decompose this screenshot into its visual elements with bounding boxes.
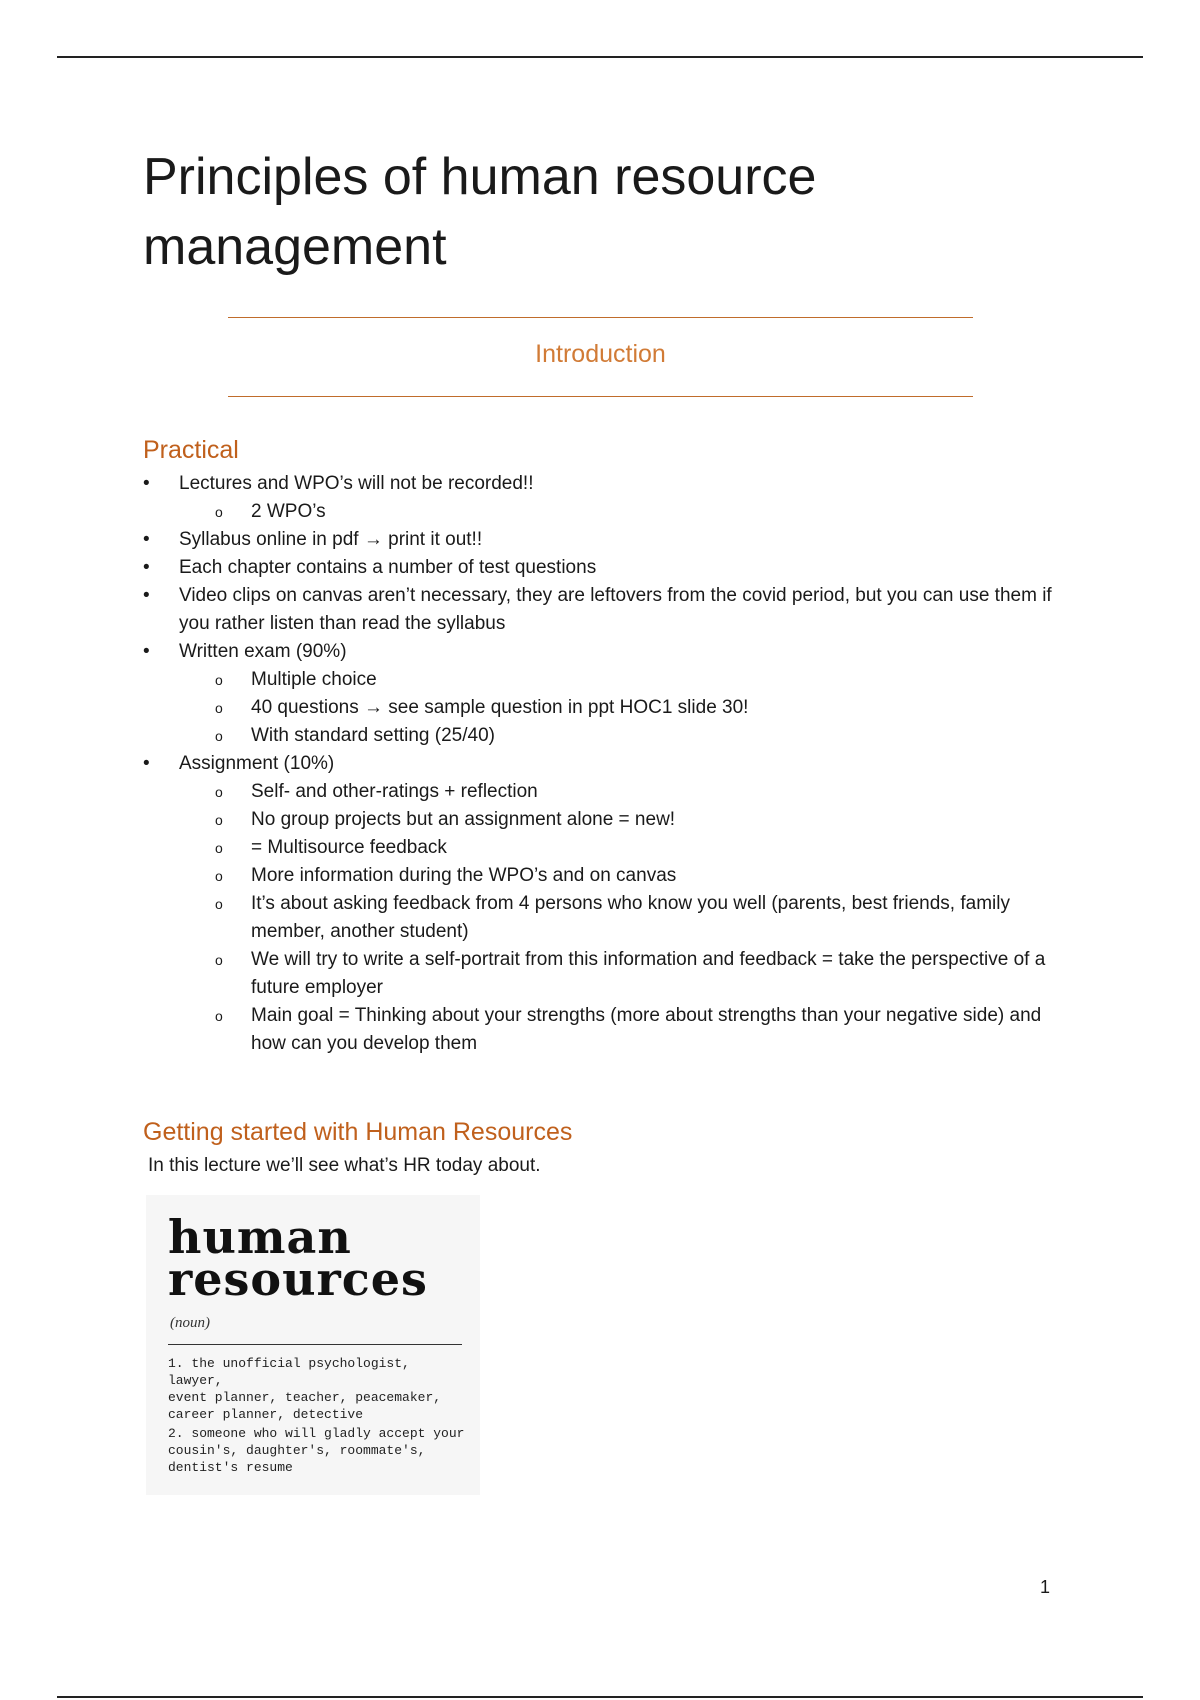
hollow-bullet-icon: o [215,1008,223,1024]
list-item-text: Lectures and WPO’s will not be recorded!! [179,473,534,494]
list-subitem [143,666,1063,694]
list-item-text: = Multisource feedback [251,837,447,858]
bullet-icon: • [143,473,150,494]
intro-top-divider [228,317,973,318]
hollow-bullet-icon: o [215,728,223,744]
hollow-bullet-icon: o [215,672,223,688]
list-item-text: Multiple choice [251,669,377,690]
hollow-bullet-icon: o [215,896,223,912]
list-item [143,582,1063,638]
hollow-bullet-icon: o [215,952,223,968]
list-item-text: Video clips on canvas aren’t necessary, they are leftovers from the covid period, but you can use them if you rather listen than read the syllabus [179,585,1052,634]
list-item-text: Assignment (10%) [179,753,335,774]
page-bottom-rule [57,1696,1143,1698]
hr-card-divider [168,1344,462,1345]
page-number: 1 [1040,1577,1051,1597]
list-item-text: Syllabus online in pdf → print it out!! [179,529,483,550]
bullet-icon: • [143,641,150,662]
hollow-bullet-icon: o [215,504,223,520]
list-subitem [143,946,1063,1002]
bullet-icon: • [143,585,150,606]
list-item [143,554,1063,582]
hr-definition-1: 1. the unofficial psychologist, lawyer, event planner, teacher, peacemaker, career planner, detective [168,1356,442,1422]
list-item-text: Each chapter contains a number of test questions [179,557,597,578]
list-item-text: Self- and other-ratings + reflection [251,781,538,802]
hr-part-of-speech: (noun) [170,1315,210,1331]
section-heading-practical: Practical [143,436,239,464]
list-subitem [143,806,1063,834]
hollow-bullet-icon: o [215,840,223,856]
list-item [143,470,1063,498]
hollow-bullet-icon: o [215,812,223,828]
hr-definition-image [146,1195,480,1495]
list-item [143,638,1063,666]
hr-definition-2: 2. someone who will gladly accept your cousin's, daughter's, roommate's, dentist's resume [168,1426,465,1475]
intro-label: Introduction [535,340,666,368]
page-top-rule [57,56,1143,58]
list-item-text: 2 WPO’s [251,501,326,522]
list-subitem [143,890,1063,946]
list-item-text: It’s about asking feedback from 4 persons who know you well (parents, best friends, family member, another student) [251,893,1010,942]
list-subitem [143,498,1063,526]
bullet-icon: • [143,529,150,550]
list-subitem [143,862,1063,890]
section-heading-getting-started: Getting started with Human Resources [143,1118,573,1146]
list-subitem [143,722,1063,750]
hr-word-human: human [168,1210,352,1264]
practical-list [143,470,1063,1058]
list-subitem [143,778,1063,806]
list-item-text: Main goal = Thinking about your strengths (more about strengths than your negative side) and how can you develop them [251,1005,1042,1054]
bullet-icon: • [143,557,150,578]
list-item [143,526,1063,554]
list-item [143,750,1063,778]
list-subitem [143,1002,1063,1058]
hollow-bullet-icon: o [215,868,223,884]
hollow-bullet-icon: o [215,784,223,800]
list-item-text: More information during the WPO’s and on canvas [251,865,677,886]
list-item-text: With standard setting (25/40) [251,725,495,746]
list-item-text: No group projects but an assignment alone = new! [251,809,676,830]
document-title: Principles of human resource management [143,148,817,276]
list-item-text: We will try to write a self-portrait from this information and feedback = take the perspective of a future employer [251,949,1046,998]
hr-word-resources: resources [168,1252,428,1306]
list-item-text: Written exam (90%) [179,641,347,662]
intro-bottom-divider [228,396,973,397]
list-subitem [143,834,1063,862]
bullet-icon: • [143,753,150,774]
getting-started-lead: In this lecture we’ll see what’s HR today about. [148,1155,541,1176]
list-item-text: 40 questions → see sample question in ppt HOC1 slide 30! [251,697,749,718]
hollow-bullet-icon: o [215,700,223,716]
list-subitem [143,694,1063,722]
